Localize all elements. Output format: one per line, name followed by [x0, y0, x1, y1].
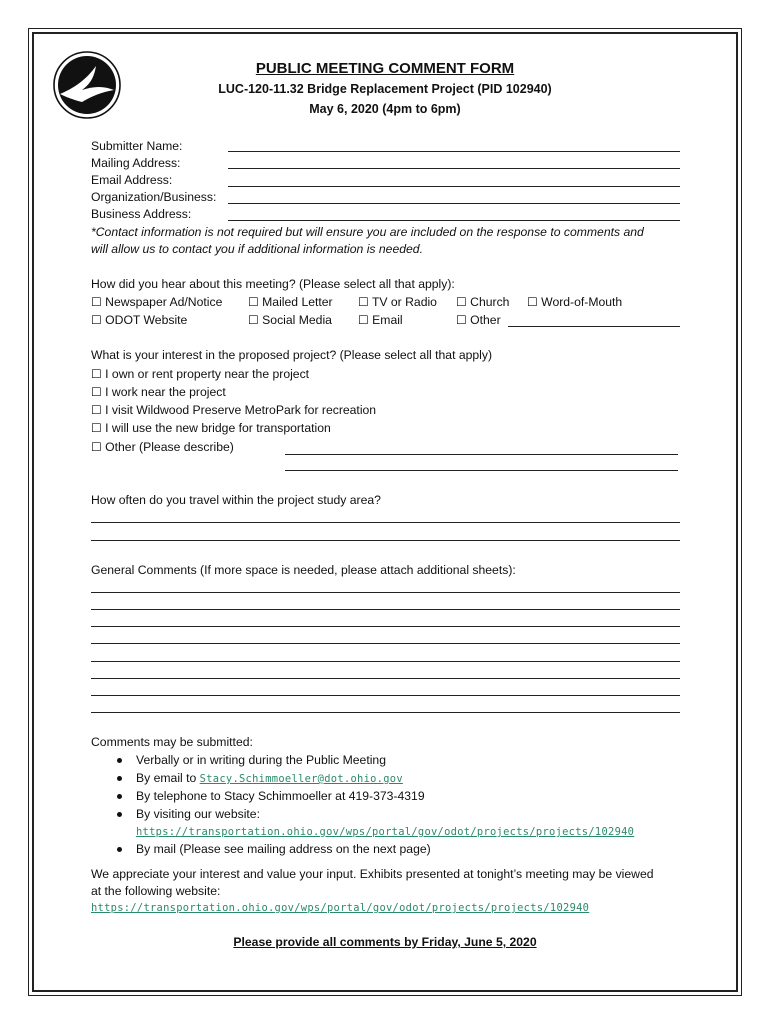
comment-line-4[interactable] [91, 643, 680, 644]
checkbox-icon[interactable]: ☐ [91, 295, 102, 309]
comment-deadline: Please provide all comments by Friday, June 5, 2020 [233, 935, 537, 949]
option-label: I work near the project [105, 385, 226, 399]
option-label: Word-of-Mouth [541, 295, 623, 309]
checkbox-icon[interactable]: ☐ [358, 295, 369, 309]
comment-line-6[interactable] [91, 678, 680, 679]
general-comments-question: General Comments (If more space is needed, please attach additional sheets): [91, 563, 516, 577]
checkbox-icon[interactable]: ☐ [91, 367, 102, 381]
option-label: Email [372, 313, 403, 327]
travel-answer-line-2[interactable] [91, 540, 680, 541]
submission-intro: Comments may be submitted: [91, 735, 253, 749]
interest-question: What is your interest in the proposed project? (Please select all that apply) [91, 348, 493, 362]
mailing-address-label: Mailing Address: [91, 156, 181, 170]
option-label: TV or Radio [371, 295, 437, 309]
organization-label: Organization/Business: [91, 190, 217, 204]
meeting-date: May 6, 2020 (4pm to 6pm) [309, 102, 461, 116]
checkbox-icon[interactable]: ☐ [91, 403, 102, 417]
checkbox-icon[interactable]: ☐ [91, 421, 102, 435]
submit-email [136, 770, 403, 787]
submit-telephone: By telephone to Stacy Schimmoeller at 419-373-4319 [136, 789, 425, 803]
option-label: ODOT Website [105, 313, 188, 327]
hear-question: How did you hear about this meeting? (Please select all that apply): [91, 277, 455, 291]
interest-wildwood[interactable] [91, 402, 376, 418]
option-email[interactable] [358, 312, 403, 328]
checkbox-icon[interactable]: ☐ [456, 295, 467, 309]
email-address-field[interactable] [228, 186, 680, 187]
submitter-name-field[interactable] [228, 151, 680, 152]
option-label: Newspaper Ad/Notice [105, 295, 223, 309]
travel-answer-line-1[interactable] [91, 522, 680, 523]
option-mailed-letter[interactable] [248, 294, 333, 310]
option-church[interactable] [456, 294, 509, 310]
bullet-icon [117, 794, 122, 799]
interest-use-bridge[interactable] [91, 420, 331, 436]
business-address-label: Business Address: [91, 207, 192, 221]
option-label: Other [470, 313, 501, 327]
interest-other-field-1[interactable] [285, 454, 678, 455]
contact-note-2: will allow us to contact you if additional information is needed. [91, 242, 423, 256]
project-name: LUC-120-11.32 Bridge Replacement Project (PID 102940) [218, 82, 552, 96]
submit-verbally: Verbally or in writing during the Public Meeting [136, 753, 386, 767]
checkbox-icon[interactable]: ☐ [91, 313, 102, 327]
checkbox-icon[interactable]: ☐ [358, 313, 369, 327]
comment-line-8[interactable] [91, 712, 680, 713]
option-other[interactable] [456, 312, 501, 328]
option-word-of-mouth[interactable] [527, 294, 622, 310]
checkbox-icon[interactable]: ☐ [91, 440, 102, 454]
exhibits-website-link[interactable]: https://transportation.ohio.gov/wps/portal/gov/odot/projects/projects/102940 [91, 902, 590, 914]
option-label: Social Media [262, 313, 332, 327]
comment-line-5[interactable] [91, 661, 680, 662]
interest-work-near[interactable] [91, 384, 226, 400]
comment-line-7[interactable] [91, 695, 680, 696]
interest-own-property[interactable] [91, 366, 309, 382]
bullet-icon [117, 812, 122, 817]
bullet-icon [117, 776, 122, 781]
checkbox-icon[interactable]: ☐ [527, 295, 538, 309]
other-source-field[interactable] [508, 326, 680, 327]
option-label: Mailed Letter [262, 295, 333, 309]
closing-text-2: at the following website: [91, 884, 221, 898]
option-label: Other (Please describe) [105, 440, 234, 454]
bullet-icon [117, 758, 122, 763]
option-label: I visit Wildwood Preserve MetroPark for recreation [105, 403, 377, 417]
submit-website: By visiting our website: [136, 807, 260, 821]
option-label: I own or rent property near the project [105, 367, 310, 381]
comment-line-3[interactable] [91, 626, 680, 627]
option-tv-radio[interactable] [358, 294, 437, 310]
travel-question: How often do you travel within the project study area? [91, 493, 381, 507]
checkbox-icon[interactable]: ☐ [91, 385, 102, 399]
option-label: I will use the new bridge for transportation [105, 421, 331, 435]
closing-text: We appreciate your interest and value your input. Exhibits presented at tonight’s meeting may be viewed [91, 867, 654, 881]
organization-field[interactable] [228, 203, 680, 204]
mailing-address-field[interactable] [228, 168, 680, 169]
checkbox-icon[interactable]: ☐ [248, 295, 259, 309]
interest-other-field-2[interactable] [285, 470, 678, 471]
submit-mail: By mail (Please see mailing address on the next page) [136, 842, 431, 856]
comment-line-1[interactable] [91, 592, 680, 593]
option-social-media[interactable] [248, 312, 332, 328]
submit-email-prefix: By email to [136, 771, 200, 785]
email-link[interactable]: Stacy.Schimmoeller@dot.ohio.gov [199, 773, 403, 785]
form-title: PUBLIC MEETING COMMENT FORM [255, 60, 515, 77]
project-website-link[interactable]: https://transportation.ohio.gov/wps/portal/gov/odot/projects/projects/102940 [136, 826, 635, 838]
comment-line-2[interactable] [91, 609, 680, 610]
contact-note: *Contact information is not required but will ensure you are included on the response to comments and [91, 225, 644, 239]
checkbox-icon[interactable]: ☐ [248, 313, 259, 327]
email-address-label: Email Address: [91, 173, 173, 187]
option-odot-website[interactable] [91, 312, 187, 328]
option-label: Church [470, 295, 510, 309]
checkbox-icon[interactable]: ☐ [456, 313, 467, 327]
interest-other[interactable] [91, 439, 234, 455]
bullet-icon [117, 847, 122, 852]
option-newspaper[interactable] [91, 294, 222, 310]
submitter-name-label: Submitter Name: [91, 139, 183, 153]
business-address-field[interactable] [228, 220, 680, 221]
